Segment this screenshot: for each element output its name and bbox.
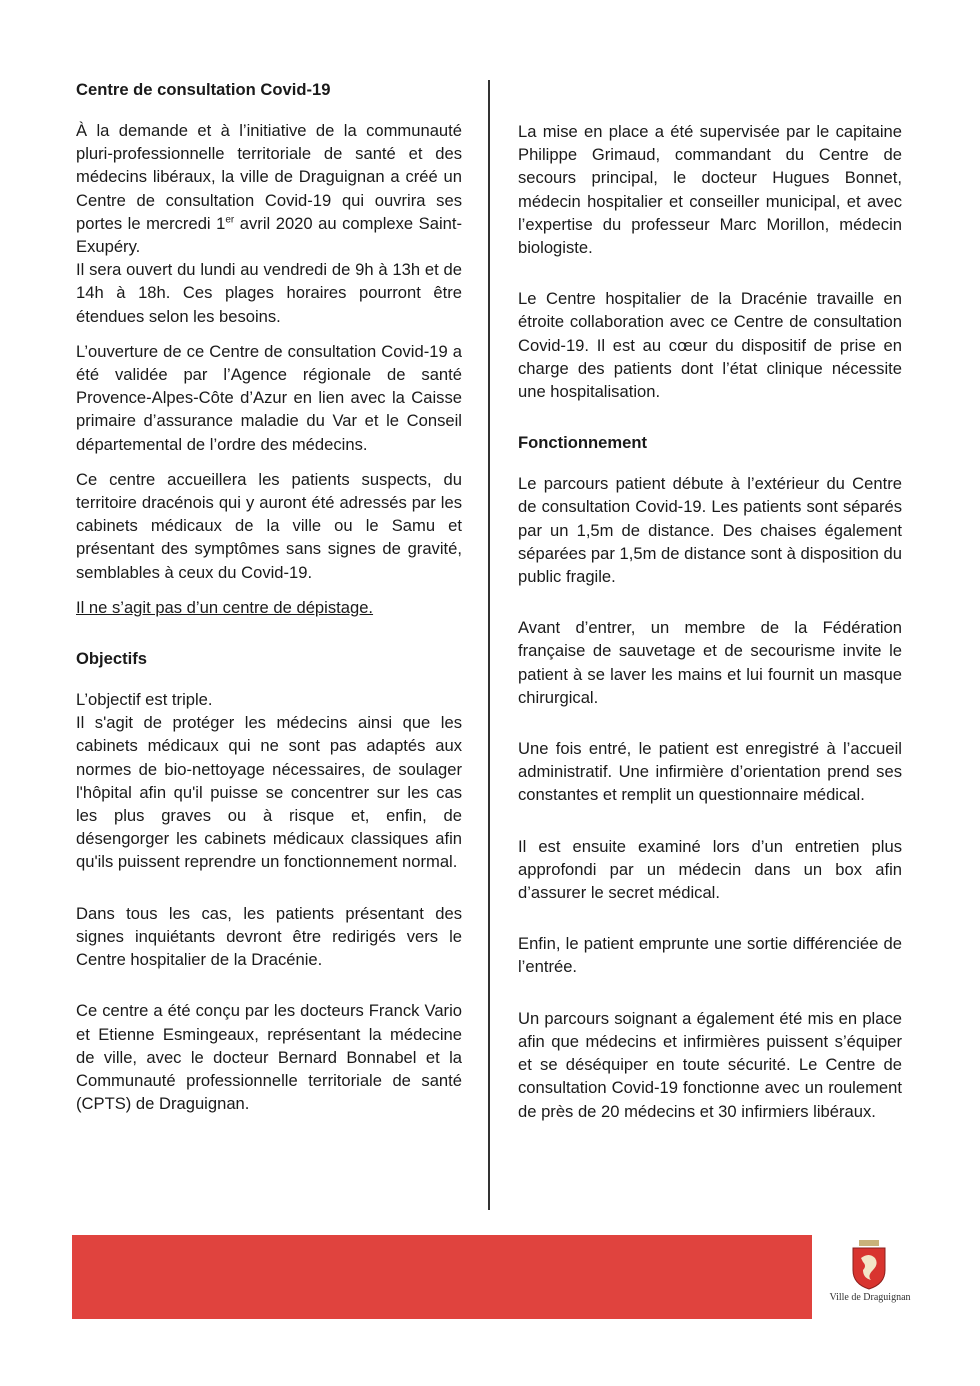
paragraph-registration: Une fois entré, le patient est enregistré à l’accueil administratif. Une infirmière d’orientation prend ses constantes et remplit un questionnaire médical. (518, 739, 902, 805)
paragraph-intro-text-a: À la demande et à l’initiative de la communauté pluri-professionnelle territoriale de santé et des médecins libéraux, la ville de Draguignan a créé un Centre de consultation Covid-19 qui ouvrira ses portes le mercredi 1 (76, 121, 462, 233)
paragraph-patient-path: Le parcours patient débute à l’extérieur du Centre de consultation Covid-19. Les patients sont séparés par un 1,5m de distance. Des chaises également séparées par 1,5m de distance sont à disposition du public fragile. (518, 474, 902, 587)
section-heading-centre: Centre de consultation Covid-19 (76, 80, 331, 99)
paragraph-objectives (76, 688, 462, 874)
city-logo-text: Ville de Draguignan (829, 1292, 911, 1303)
paragraph-hospital: Le Centre hospitalier de la Dracénie travaille en étroite collaboration avec ce Centre de consultation Covid-19. Il est au cœur du dispositif de prise en charge des patients dont l’état clinique nécessite une hospitalisation. (518, 289, 902, 402)
paragraph-redirect: Dans tous les cas, les patients présentant des signes inquiétants devront être redirigés vers le Centre hospitalier de la Dracénie. (76, 903, 462, 970)
paragraph-not-screening: Il ne s’agit pas d’un centre de dépistage. (76, 597, 374, 617)
paragraph-examination: Il est ensuite examiné lors d’un entretien plus approfondi par un médecin dans un box afin d’assurer le secret médical. (518, 836, 902, 903)
paragraph-supervision: La mise en place a été supervisée par le capitaine Philippe Grimaud, commandant du Centre de secours principal, le docteur Hugues Bonnet, médecin hospitalier et conseiller municipal, et avec l’expertise du professeur Marc Morillon, médecin biologiste. (518, 122, 902, 258)
paragraph-intro (76, 119, 462, 328)
footer-red-band (72, 1235, 812, 1319)
paragraph-validation: L’ouverture de ce Centre de consultation Covid-19 a été validée par l’Agence régionale de santé Provence-Alpes-Côte d’Azur en lien avec la Caisse primaire d’assurance maladie du Var et le Conseil départemental de l’ordre des médecins. (76, 341, 462, 454)
paragraph-staff-path: Un parcours soignant a également été mis en place afin que médecins et infirmières puissent s’équiper et se déséquiper en toute sécurité. Le Centre de consultation Covid-19 fonctionne avec un roulement de près de 20 médecins et 30 infirmiers libéraux. (518, 1008, 902, 1121)
paragraph-entry: Avant d’entrer, un membre de la Fédération française de sauvetage et de secourisme invite le patient à se laver les mains et lui fournit un masque chirurgical. (518, 618, 902, 707)
ordinal-superscript: er (225, 214, 235, 226)
city-logo (828, 1232, 912, 1316)
section-heading-fonctionnement: Fonctionnement (518, 433, 648, 453)
paragraph-exit: Enfin, le patient emprunte une sortie différenciée de l’entrée. (518, 934, 902, 977)
objective-lead: L’objectif est triple. (76, 690, 213, 710)
column-divider (488, 80, 490, 1210)
paragraph-patients: Ce centre accueillera les patients suspects, du territoire dracénois qui y auront été adressés par les cabinets médicaux de la ville ou le Samu et présentant des symptômes sans signes de gravité, semblables à ceux du Covid-19. (76, 469, 462, 582)
objective-body: Il s'agit de protéger les médecins ainsi que les cabinets médicaux qui ne sont pas adaptés aux normes de bio-nettoyage nécessaires, de soulager l'hôpital afin qu'il puisse se concentrer sur les cas les plus graves ou à risque et, enfin, de désengorger les cabinets médicaux classiques afin qu'ils puissent reprendre un fonctionnement normal. (76, 713, 462, 872)
paragraph-designers: Ce centre a été conçu par les docteurs Franck Vario et Etienne Esmingeaux, représentant la médecine de ville, avec le docteur Bernard Bonnabel et la Communauté professionnelle territoriale de santé (CPTS) de Draguignan. (76, 1001, 462, 1114)
section-heading-objectifs: Objectifs (76, 649, 148, 669)
left-column (76, 78, 462, 1127)
paragraph-intro-text-b: avril 2020 au complexe Saint-Exupéry. (76, 213, 463, 257)
coat-of-arms-icon (849, 1240, 889, 1290)
paragraph-hours: Il sera ouvert du lundi au vendredi de 9h à 13h et de 14h à 18h. Ces plages horaires pourront être étendues selon les besoins. (76, 260, 462, 326)
right-column (518, 120, 902, 1135)
